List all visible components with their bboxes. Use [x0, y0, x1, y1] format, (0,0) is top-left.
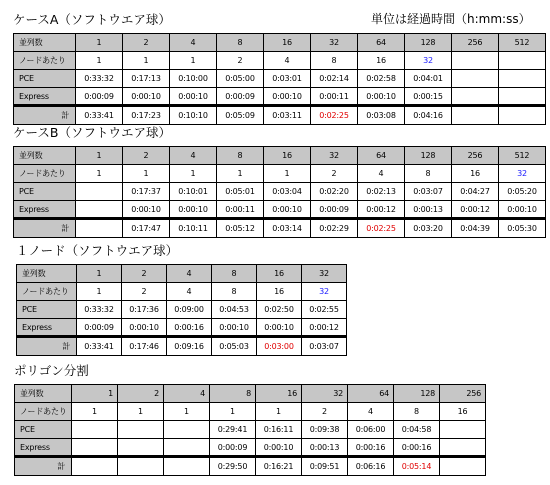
- table-cell: 0:03:07: [302, 337, 347, 356]
- header-label: 並列数: [17, 265, 77, 283]
- column-header: 32: [311, 34, 358, 52]
- table-cell: 0:17:47: [123, 219, 170, 238]
- column-header: 256: [452, 34, 499, 52]
- table-cell: 2: [311, 165, 358, 183]
- table-cell: [164, 457, 210, 476]
- table-cell: 0:00:16: [394, 439, 440, 457]
- total-row: [14, 219, 546, 238]
- column-header: 32: [311, 147, 358, 165]
- table-cell: 0:02:50: [257, 301, 302, 319]
- table-cell: 0:29:50: [210, 457, 256, 476]
- table-cell: 0:05:14: [394, 457, 440, 476]
- table-cell: 32: [302, 283, 347, 301]
- table-cell: 8: [311, 52, 358, 70]
- table-cell: 16: [358, 52, 405, 70]
- table-cell: 0:33:32: [76, 70, 123, 88]
- table-cell: 32: [405, 52, 452, 70]
- header-label: 並列数: [14, 34, 76, 52]
- table-cell: 0:17:37: [123, 183, 170, 201]
- table-cell: [76, 201, 123, 219]
- table-cell: [452, 70, 499, 88]
- column-header: 8: [210, 385, 256, 403]
- column-header: 32: [302, 385, 348, 403]
- table-cell: [164, 421, 210, 439]
- table-cell: 4: [167, 283, 212, 301]
- table-cell: 0:00:12: [452, 201, 499, 219]
- column-header: 256: [452, 147, 499, 165]
- section-title-one-node: １ノード（ソフトウエア球）: [16, 243, 179, 258]
- table-cell: [499, 88, 546, 106]
- table-row: [17, 301, 347, 319]
- table-row: [15, 421, 486, 439]
- table-row: [14, 70, 546, 88]
- table-case-a: [13, 33, 546, 125]
- table-cell: 0:17:36: [122, 301, 167, 319]
- table-cell: [118, 439, 164, 457]
- table-cell: 4: [358, 165, 405, 183]
- table-cell: 0:03:00: [257, 337, 302, 356]
- table-cell: 0:10:00: [170, 70, 217, 88]
- table-cell: 4: [348, 403, 394, 421]
- table-cell: 1: [256, 403, 302, 421]
- column-header: 4: [170, 147, 217, 165]
- table-cell: 0:04:01: [405, 70, 452, 88]
- table-cell: 0:17:46: [122, 337, 167, 356]
- column-header: 16: [264, 34, 311, 52]
- table-cell: 0:00:11: [311, 88, 358, 106]
- header-label: 並列数: [15, 385, 72, 403]
- table-cell: 0:16:21: [256, 457, 302, 476]
- section-title-polygon: ポリゴン分割: [14, 363, 89, 378]
- table-cell: 0:09:51: [302, 457, 348, 476]
- table-cell: 0:00:10: [257, 319, 302, 337]
- table-cell: [118, 457, 164, 476]
- table-cell: 0:04:27: [452, 183, 499, 201]
- table-cell: 8: [394, 403, 440, 421]
- column-header: 512: [499, 34, 546, 52]
- row-label: Express: [14, 201, 76, 219]
- table-cell: 0:02:20: [311, 183, 358, 201]
- table-cell: 0:00:12: [302, 319, 347, 337]
- column-header: 128: [405, 34, 452, 52]
- column-header: 16: [256, 385, 302, 403]
- table-cell: [164, 439, 210, 457]
- column-header: 8: [217, 147, 264, 165]
- column-header: 64: [358, 147, 405, 165]
- column-header: 8: [212, 265, 257, 283]
- table-cell: [499, 70, 546, 88]
- table-cell: 0:00:15: [405, 88, 452, 106]
- table-cell: 0:03:11: [264, 106, 311, 125]
- column-header: 8: [217, 34, 264, 52]
- table-cell: 0:00:09: [217, 88, 264, 106]
- table-cell: 0:00:16: [167, 319, 212, 337]
- table-cell: 0:06:00: [348, 421, 394, 439]
- table-cell: 1: [164, 403, 210, 421]
- table-cell: 2: [302, 403, 348, 421]
- table-cell: [499, 106, 546, 125]
- table-cell: 1: [118, 403, 164, 421]
- table-cell: 1: [217, 165, 264, 183]
- table-cell: 1: [123, 52, 170, 70]
- table-cell: 0:00:10: [264, 88, 311, 106]
- table-cell: 0:00:13: [302, 439, 348, 457]
- row-label: 計: [14, 106, 76, 125]
- table-cell: 0:00:13: [405, 201, 452, 219]
- header-label: 並列数: [14, 147, 76, 165]
- table-cell: 0:00:10: [358, 88, 405, 106]
- table-cell: 0:00:11: [217, 201, 264, 219]
- row-label: PCE: [14, 70, 76, 88]
- table-cell: 0:03:14: [264, 219, 311, 238]
- table-row: [15, 403, 486, 421]
- table-cell: [452, 52, 499, 70]
- table-cell: 0:00:10: [256, 439, 302, 457]
- row-label: PCE: [17, 301, 77, 319]
- table-cell: [72, 457, 118, 476]
- table-cell: 0:00:10: [212, 319, 257, 337]
- table-cell: 0:03:20: [405, 219, 452, 238]
- table-cell: 0:09:16: [167, 337, 212, 356]
- table-cell: 0:00:09: [77, 319, 122, 337]
- total-row: [14, 106, 546, 125]
- table-cell: 0:00:10: [123, 88, 170, 106]
- table-cell: 0:05:01: [217, 183, 264, 201]
- table-row: [14, 201, 546, 219]
- section-title-case-a: ケースA（ソフトウエア球）: [13, 12, 171, 27]
- table-case-b: [13, 146, 546, 238]
- table-cell: 0:05:30: [499, 219, 546, 238]
- table-cell: [72, 439, 118, 457]
- table-cell: 0:00:10: [264, 201, 311, 219]
- row-label: 計: [14, 219, 76, 238]
- table-cell: 16: [257, 283, 302, 301]
- section-title-case-b: ケースB（ソフトウエア球）: [13, 125, 171, 140]
- table-cell: 0:05:12: [217, 219, 264, 238]
- table-cell: 0:03:04: [264, 183, 311, 201]
- column-header: 1: [76, 147, 123, 165]
- table-row: [14, 183, 546, 201]
- table-row: [14, 52, 546, 70]
- unit-note: 単位は経過時間（h:mm:ss）: [371, 12, 531, 26]
- table-cell: 0:00:10: [123, 201, 170, 219]
- table-cell: 1: [72, 403, 118, 421]
- table-cell: 0:03:07: [405, 183, 452, 201]
- table-cell: 1: [77, 283, 122, 301]
- table-cell: 0:00:16: [348, 439, 394, 457]
- table-cell: 0:00:09: [311, 201, 358, 219]
- column-header: 1: [77, 265, 122, 283]
- table-cell: 0:10:11: [170, 219, 217, 238]
- table-cell: [440, 439, 486, 457]
- table-cell: 0:03:08: [358, 106, 405, 125]
- column-header: 512: [499, 147, 546, 165]
- table-cell: [76, 219, 123, 238]
- column-header: 2: [118, 385, 164, 403]
- column-header: 4: [167, 265, 212, 283]
- table-cell: 16: [452, 165, 499, 183]
- table-cell: 0:05:00: [217, 70, 264, 88]
- table-row: [14, 88, 546, 106]
- table-cell: 0:00:09: [210, 439, 256, 457]
- table-cell: 0:33:41: [77, 337, 122, 356]
- table-cell: 1: [76, 165, 123, 183]
- table-cell: [499, 52, 546, 70]
- row-label: Express: [14, 88, 76, 106]
- row-label: ノードあたり: [15, 403, 72, 421]
- table-cell: 0:02:25: [311, 106, 358, 125]
- row-label: ノードあたり: [14, 52, 76, 70]
- table-row: [17, 283, 347, 301]
- table-header-row: [15, 385, 486, 403]
- row-label: ノードあたり: [14, 165, 76, 183]
- column-header: 128: [405, 147, 452, 165]
- column-header: 2: [122, 265, 167, 283]
- row-label: PCE: [14, 183, 76, 201]
- total-row: [15, 457, 486, 476]
- table-cell: 0:02:13: [358, 183, 405, 201]
- table-row: [15, 439, 486, 457]
- table-cell: 0:04:58: [394, 421, 440, 439]
- table-cell: [440, 421, 486, 439]
- table-cell: 1: [123, 165, 170, 183]
- column-header: 256: [440, 385, 486, 403]
- column-header: 32: [302, 265, 347, 283]
- table-cell: [118, 421, 164, 439]
- column-header: 4: [164, 385, 210, 403]
- total-row: [17, 337, 347, 356]
- table-header-row: [14, 147, 546, 165]
- table-cell: 8: [405, 165, 452, 183]
- row-label: Express: [17, 319, 77, 337]
- table-cell: 1: [170, 165, 217, 183]
- table-cell: 0:00:10: [122, 319, 167, 337]
- table-row: [14, 165, 546, 183]
- table-cell: 0:09:38: [302, 421, 348, 439]
- table-cell: 0:17:13: [123, 70, 170, 88]
- row-label: ノードあたり: [17, 283, 77, 301]
- table-cell: [440, 457, 486, 476]
- table-cell: 0:00:09: [76, 88, 123, 106]
- table-cell: 0:02:29: [311, 219, 358, 238]
- column-header: 64: [358, 34, 405, 52]
- table-cell: 32: [499, 165, 546, 183]
- table-cell: 0:10:01: [170, 183, 217, 201]
- column-header: 2: [123, 34, 170, 52]
- table-cell: 0:00:10: [499, 201, 546, 219]
- table-cell: 0:02:14: [311, 70, 358, 88]
- table-cell: 1: [170, 52, 217, 70]
- table-cell: 0:04:16: [405, 106, 452, 125]
- column-header: 16: [257, 265, 302, 283]
- table-polygon: [14, 384, 486, 476]
- table-cell: 1: [210, 403, 256, 421]
- table-cell: 0:02:58: [358, 70, 405, 88]
- column-header: 16: [264, 147, 311, 165]
- table-cell: 2: [217, 52, 264, 70]
- table-cell: [76, 183, 123, 201]
- table-cell: 0:00:12: [358, 201, 405, 219]
- table-one-node: [16, 264, 347, 356]
- table-cell: 0:16:11: [256, 421, 302, 439]
- table-cell: 2: [122, 283, 167, 301]
- column-header: 1: [72, 385, 118, 403]
- column-header: 128: [394, 385, 440, 403]
- column-header: 1: [76, 34, 123, 52]
- table-cell: [72, 421, 118, 439]
- column-header: 4: [170, 34, 217, 52]
- table-row: [17, 319, 347, 337]
- table-cell: 4: [264, 52, 311, 70]
- table-cell: 0:05:03: [212, 337, 257, 356]
- row-label: 計: [15, 457, 72, 476]
- table-cell: 1: [76, 52, 123, 70]
- table-cell: 0:05:20: [499, 183, 546, 201]
- table-cell: 8: [212, 283, 257, 301]
- row-label: Express: [15, 439, 72, 457]
- table-cell: 0:09:00: [167, 301, 212, 319]
- table-cell: [452, 88, 499, 106]
- table-cell: 0:06:16: [348, 457, 394, 476]
- table-cell: 1: [264, 165, 311, 183]
- table-header-row: [14, 34, 546, 52]
- table-cell: 0:04:53: [212, 301, 257, 319]
- table-cell: 0:17:23: [123, 106, 170, 125]
- table-cell: 0:29:41: [210, 421, 256, 439]
- table-cell: 0:00:10: [170, 88, 217, 106]
- table-cell: [452, 106, 499, 125]
- table-cell: 16: [440, 403, 486, 421]
- table-cell: 0:00:10: [170, 201, 217, 219]
- table-cell: 0:10:10: [170, 106, 217, 125]
- table-cell: 0:02:55: [302, 301, 347, 319]
- table-cell: 0:33:32: [77, 301, 122, 319]
- table-cell: 0:02:25: [358, 219, 405, 238]
- column-header: 64: [348, 385, 394, 403]
- table-cell: 0:04:39: [452, 219, 499, 238]
- table-header-row: [17, 265, 347, 283]
- table-cell: 0:03:01: [264, 70, 311, 88]
- column-header: 2: [123, 147, 170, 165]
- row-label: PCE: [15, 421, 72, 439]
- table-cell: 0:05:09: [217, 106, 264, 125]
- row-label: 計: [17, 337, 77, 356]
- table-cell: 0:33:41: [76, 106, 123, 125]
